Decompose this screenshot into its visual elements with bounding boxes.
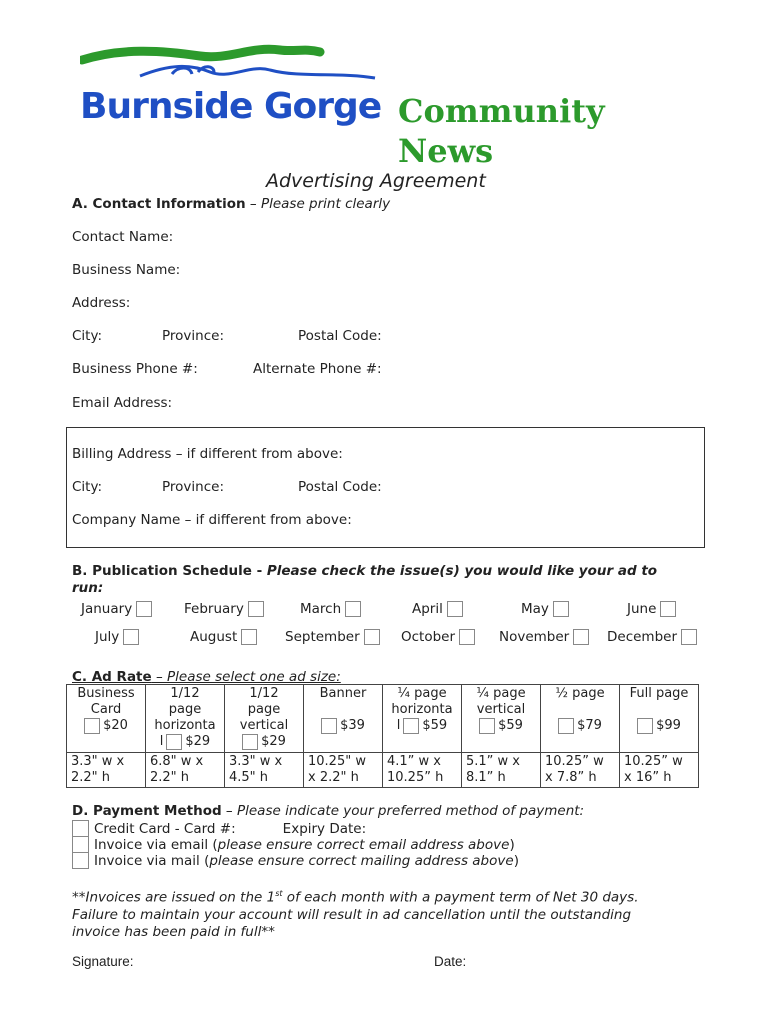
dim-business-card: 3.3" w x 2.2" h (67, 753, 146, 788)
size-banner[interactable]: Banner $39 (304, 685, 383, 753)
month-march[interactable]: March (300, 601, 361, 617)
date-label[interactable]: Date: (434, 954, 467, 969)
checkbox[interactable] (248, 601, 264, 617)
schedule-heading-cont: run: (72, 580, 104, 596)
community-title-line2: News (398, 132, 494, 170)
checkbox[interactable] (403, 718, 419, 734)
size-1-12-vertical[interactable]: 1/12 page vertical $29 (225, 685, 304, 753)
billing-province-label[interactable]: Province: (162, 479, 224, 495)
expiry-date-label[interactable]: Expiry Date: (282, 820, 367, 837)
month-december[interactable]: December (607, 629, 697, 645)
brand-name: Burnside Gorge (80, 86, 382, 127)
checkbox[interactable] (72, 820, 89, 837)
size-business-card[interactable]: Business Card $20 (67, 685, 146, 753)
checkbox[interactable] (72, 852, 89, 869)
billing-address-label[interactable]: Billing Address – if different from above: (72, 446, 343, 462)
checkbox[interactable] (681, 629, 697, 645)
ad-rate-heading: C. Ad Rate – Please select one ad size: (72, 669, 341, 685)
checkbox[interactable] (136, 601, 152, 617)
month-february[interactable]: February (184, 601, 264, 617)
size-full-page[interactable]: Full page $99 (620, 685, 699, 753)
community-title-line1: Community (398, 92, 605, 130)
month-september[interactable]: September (285, 629, 380, 645)
checkbox[interactable] (84, 718, 100, 734)
checkbox[interactable] (166, 734, 182, 750)
contact-name-label[interactable]: Contact Name: (72, 229, 174, 245)
dim-half-page: 10.25” w x 7.8” h (541, 753, 620, 788)
city-label[interactable]: City: (72, 328, 103, 344)
month-july[interactable]: July (95, 629, 139, 645)
email-label[interactable]: Email Address: (72, 395, 173, 411)
dim-1-12-horizontal: 6.8" w x 2.2" h (146, 753, 225, 788)
size-quarter-horizontal[interactable]: ¼ page horizonta l $59 (383, 685, 462, 753)
dim-quarter-horizontal: 4.1” w x 10.25” h (383, 753, 462, 788)
month-april[interactable]: April (412, 601, 463, 617)
payment-heading: D. Payment Method – Please indicate your preferred method of payment: (72, 803, 585, 819)
billing-postal-code-label[interactable]: Postal Code: (298, 479, 382, 495)
checkbox[interactable] (479, 718, 495, 734)
checkbox[interactable] (72, 836, 89, 853)
checkbox[interactable] (242, 734, 258, 750)
checkbox[interactable] (558, 718, 574, 734)
checkbox[interactable] (345, 601, 361, 617)
dim-banner: 10.25" w x 2.2" h (304, 753, 383, 788)
size-half-page[interactable]: ½ page $79 (541, 685, 620, 753)
checkbox[interactable] (241, 629, 257, 645)
month-august[interactable]: August (190, 629, 257, 645)
checkbox[interactable] (660, 601, 676, 617)
size-quarter-vertical[interactable]: ¼ page vertical $59 (462, 685, 541, 753)
dim-quarter-vertical: 5.1” w x 8.1” h (462, 753, 541, 788)
payment-invoice-email[interactable]: Invoice via email (please ensure correct email address above) (72, 836, 515, 853)
month-november[interactable]: November (499, 629, 589, 645)
ad-rate-table (66, 684, 699, 788)
wave-logo-icon (80, 42, 380, 82)
month-may[interactable]: May (521, 601, 569, 617)
month-october[interactable]: October (401, 629, 475, 645)
contact-heading: A. Contact Information – Please print clearly (72, 196, 391, 212)
payment-invoice-mail[interactable]: Invoice via mail (please ensure correct mailing address above) (72, 852, 519, 869)
checkbox[interactable] (364, 629, 380, 645)
billing-city-label[interactable]: City: (72, 479, 103, 495)
schedule-heading: B. Publication Schedule - Please check the issue(s) you would like your ad to (72, 563, 658, 579)
dim-1-12-vertical: 3.3" w x 4.5" h (225, 753, 304, 788)
province-label[interactable]: Province: (162, 328, 224, 344)
document-title: Advertising Agreement (266, 170, 486, 192)
alternate-phone-label[interactable]: Alternate Phone #: (253, 361, 382, 377)
address-label[interactable]: Address: (72, 295, 131, 311)
month-january[interactable]: January (81, 601, 152, 617)
checkbox[interactable] (321, 718, 337, 734)
signature-label[interactable]: Signature: (72, 954, 134, 969)
checkbox[interactable] (637, 718, 653, 734)
postal-code-label[interactable]: Postal Code: (298, 328, 382, 344)
checkbox[interactable] (553, 601, 569, 617)
payment-credit-card[interactable]: Credit Card - Card #: Expiry Date: (72, 820, 366, 837)
business-phone-label[interactable]: Business Phone #: (72, 361, 198, 377)
business-name-label[interactable]: Business Name: (72, 262, 181, 278)
invoice-note: **Invoices are issued on the 1st of each month with a payment term of Net 30 days. Failure to maintain your account will result in ad cancellation until the outstanding invoice has been paid in full** (72, 889, 639, 940)
month-june[interactable]: June (627, 601, 676, 617)
size-1-12-horizontal[interactable]: 1/12 page horizonta l $29 (146, 685, 225, 753)
checkbox[interactable] (123, 629, 139, 645)
checkbox[interactable] (447, 601, 463, 617)
company-name-label[interactable]: Company Name – if different from above: (72, 512, 352, 528)
dim-full-page: 10.25” w x 16” h (620, 753, 699, 788)
checkbox[interactable] (459, 629, 475, 645)
checkbox[interactable] (573, 629, 589, 645)
